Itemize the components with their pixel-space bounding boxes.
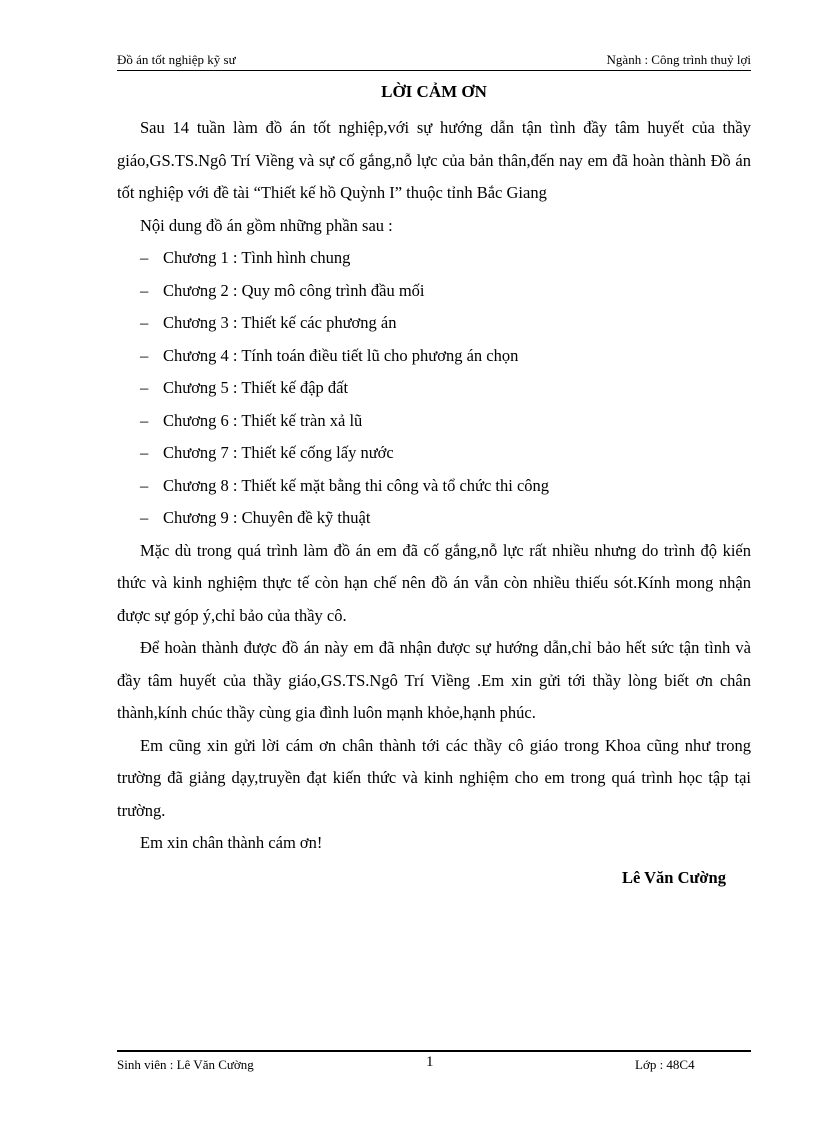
list-dash: –: [140, 508, 149, 527]
faculty-thanks-paragraph: Em cũng xin gửi lời cám ơn chân thành tới các thầy cô giáo trong Khoa cũng như trong trường đã giảng dạy,truyền đạt kiến thức và kinh nghiệm cho em trong quá trình học tập tại trường.: [117, 735, 751, 820]
chapter-list: [117, 242, 751, 535]
chapter-label: Chương 9 : Chuyên đề kỹ thuật: [163, 508, 371, 527]
page-footer: [117, 1055, 751, 1075]
chapter-label: Chương 3 : Thiết kế các phương án: [163, 313, 397, 332]
chapter-label: Chương 6 : Thiết kế tràn xả lũ: [163, 410, 363, 430]
chapter-item: [117, 470, 751, 503]
chapter-item: [117, 405, 751, 438]
list-dash: –: [140, 345, 149, 365]
footer-student: Sinh viên : Lê Văn Cường: [117, 1057, 254, 1072]
list-dash: –: [140, 378, 149, 397]
chapter-label: Chương 5 : Thiết kế đập đất: [163, 378, 349, 397]
page-number: 1: [426, 1054, 434, 1070]
header-divider: [117, 70, 751, 71]
list-dash: –: [140, 280, 149, 300]
limitations-paragraph: Mặc dù trong quá trình làm đồ án em đã cố gắng,nỗ lực rất nhiều nhưng do trình độ kiến thức và kinh nghiệm thực tế còn hạn chế nên đồ án vẫn còn nhiều thiếu sót.Kính mong nhận được sự góp ý,chỉ bảo của thầy cô.: [117, 540, 751, 625]
list-dash: –: [140, 475, 149, 495]
footer-class: Lớp : 48C4: [635, 1057, 695, 1072]
document-body: [117, 112, 751, 894]
chapter-label: Chương 8 : Thiết kế mặt bằng thi công và tổ chức thi công: [163, 475, 550, 495]
page-title: LỜI CẢM ƠN: [381, 82, 487, 101]
list-dash: –: [140, 313, 149, 332]
chapter-label: Chương 4 : Tính toán điều tiết lũ cho phương án chọn: [163, 345, 519, 365]
list-dash: –: [140, 248, 149, 267]
list-dash: –: [140, 410, 149, 430]
chapter-item: [117, 340, 751, 373]
intro-paragraph: Sau 14 tuần làm đồ án tốt nghiệp,với sự hướng dẫn tận tình đầy tâm huyết của thầy giáo,GS.TS.Ngô Trí Viềng và sự cố gắng,nỗ lực của bản thân,đến nay em đã hoàn thành Đồ án tốt nghiệp với đề tài “Thiết kế hồ Quỳnh I” thuộc tỉnh Bắc Giang: [117, 118, 751, 202]
list-dash: –: [140, 443, 149, 462]
header-document-type: Đồ án tốt nghiệp kỹ sư: [117, 52, 236, 67]
header-major: Ngành : Công trình thuỷ lợi: [606, 52, 751, 67]
chapter-label: Chương 2 : Quy mô công trình đầu mối: [163, 280, 425, 300]
chapter-item: [117, 502, 751, 535]
chapter-item: [117, 307, 751, 340]
author-signature: Lê Văn Cường: [621, 867, 726, 887]
closing-line: Em xin chân thành cám ơn!: [140, 833, 323, 852]
chapter-item: [117, 437, 751, 470]
contents-intro: Nội dung đồ án gồm những phần sau :: [140, 215, 393, 235]
chapter-label: Chương 7 : Thiết kế cống lấy nước: [163, 443, 394, 462]
page-header: [117, 52, 751, 70]
advisor-thanks-paragraph: Để hoàn thành được đồ án này em đã nhận được sự hướng dẫn,chỉ bảo hết sức tận tình và đầy tâm huyết của thầy giáo,GS.TS.Ngô Trí Viềng .Em xin gửi tới thầy lòng biết ơn chân thành,kính chúc thầy cùng gia đình luôn mạnh khỏe,hạnh phúc.: [117, 638, 751, 722]
chapter-label: Chương 1 : Tình hình chung: [163, 248, 351, 267]
chapter-item: [117, 275, 751, 308]
chapter-item: [117, 372, 751, 405]
footer-divider: [117, 1050, 751, 1052]
chapter-item: [117, 242, 751, 275]
